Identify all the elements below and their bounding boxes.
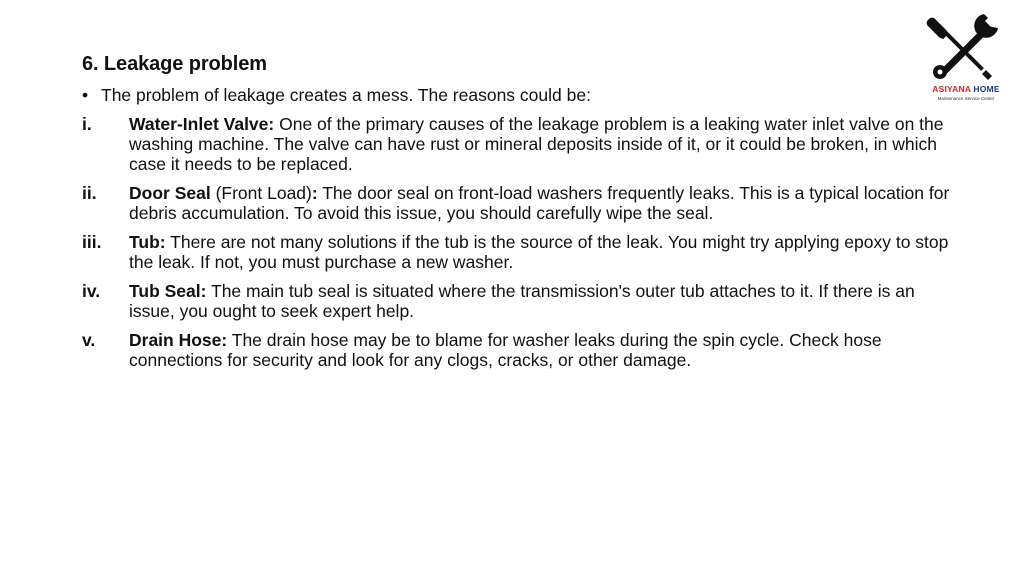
list-item-term: Water-Inlet Valve: xyxy=(129,114,275,134)
list-item-term: Door Seal xyxy=(129,183,211,203)
list-item-term: Tub: xyxy=(129,232,166,252)
list-item xyxy=(82,114,962,174)
list-item-text: The main tub seal is situated where the transmission's outer tub attaches to it. If there is an issue, you ought to seek expert help. xyxy=(129,281,915,321)
section-heading: 6. Leakage problem xyxy=(82,53,267,75)
list-item-number: iv. xyxy=(82,281,101,301)
list-item-term: Tub Seal: xyxy=(129,281,207,301)
bullet-icon: • xyxy=(82,85,89,105)
list-item-term: Drain Hose: xyxy=(129,330,228,350)
list-item-text: The door seal on front-load washers frequently leaks. This is a typical location for debris accumulation. To avoid this issue, you should carefully wipe the seal. xyxy=(129,183,950,223)
crossed-wrench-screwdriver-icon xyxy=(926,12,1006,84)
list-item xyxy=(82,281,962,321)
list-item-text: One of the primary causes of the leakage problem is a leaking water inlet valve on the washing machine. The valve can have rust or mineral deposits inside of it, or it could be broken, in which case it needs to be replaced. xyxy=(129,114,944,174)
list-item xyxy=(82,330,962,370)
reason-list xyxy=(82,114,962,379)
intro-bullet xyxy=(82,84,591,106)
logo-brand-word2: HOME xyxy=(973,84,1000,94)
list-item-body xyxy=(129,232,962,272)
list-item-text: The drain hose may be to blame for washer leaks during the spin cycle. Check hose connections for security and look for any clogs, cracks, or other damage. xyxy=(129,330,882,370)
intro-text: The problem of leakage creates a mess. The reasons could be: xyxy=(101,85,591,105)
list-item xyxy=(82,232,962,272)
brand-logo xyxy=(926,12,1006,104)
list-item-number: i. xyxy=(82,114,92,134)
logo-tagline: Maintenance Service Center xyxy=(937,96,995,101)
list-item-body xyxy=(129,330,962,370)
list-item-body xyxy=(129,183,962,223)
list-item-text: There are not many solutions if the tub is the source of the leak. You might try applying epoxy to stop the leak. If not, you must purchase a new washer. xyxy=(129,232,949,272)
list-item xyxy=(82,183,962,223)
list-item-body xyxy=(129,114,962,174)
list-item-qualifier: (Front Load) xyxy=(210,183,312,203)
list-item-body xyxy=(129,281,962,321)
list-item-colon: : xyxy=(311,183,318,203)
list-item-number: ii. xyxy=(82,183,97,203)
list-item-number: v. xyxy=(82,330,96,350)
list-item-number: iii. xyxy=(82,232,102,252)
logo-brand-text xyxy=(926,84,1006,94)
logo-brand-word1: ASIYANA xyxy=(932,84,971,94)
